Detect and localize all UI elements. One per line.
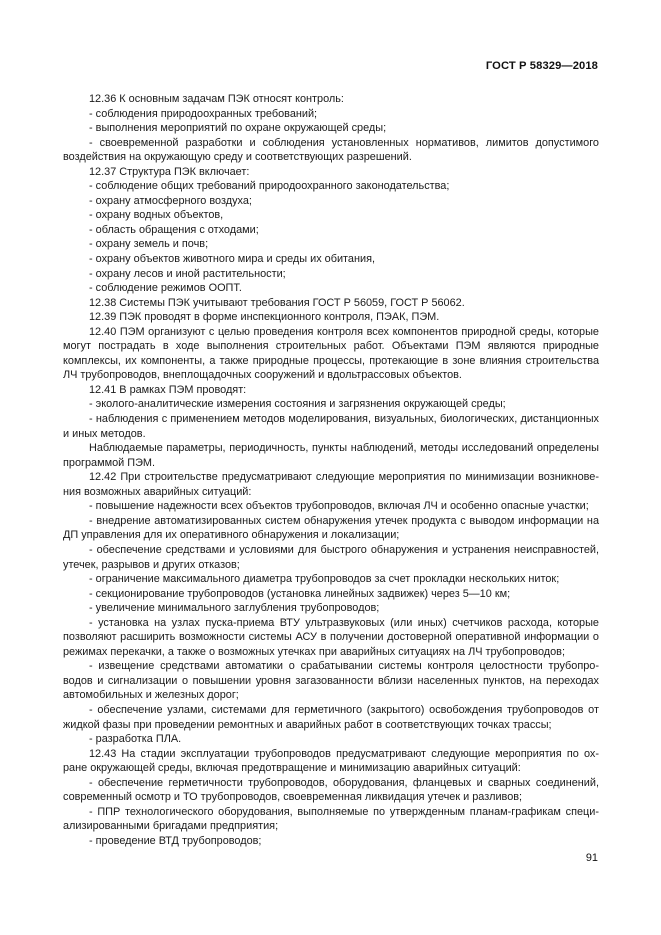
paragraph: - область обращения с отходами; — [89, 223, 259, 236]
paragraph: - обеспечение герметичности трубопроводов, оборудования, фланцевых и сварных соединений, современный осмотр и ТО трубопроводов, своевременная ликвидация утечек и разливов; — [63, 776, 599, 804]
paragraph: - ограничение максимального диаметра трубопроводов за счет прокладки нескольких ниток; — [89, 573, 560, 586]
paragraph: - обеспечение узлами, системами для герметичного (закрытого) освобождения трубопроводов от жидкой фазы при проведении ремонтных и аварийных работ в соответствующих точках трассы; — [63, 703, 599, 731]
paragraph: - увеличение минимального заглубления трубопроводов; — [89, 602, 380, 615]
paragraph: - соблюдения природоохранных требований; — [89, 107, 318, 120]
paragraph: - соблюдение режимов ООПТ. — [89, 282, 242, 295]
paragraph: - внедрение автоматизированных систем обнаружения утечек продукта с выводом информации на ДП управления для их оперативного обнаружения и локализации; — [63, 514, 599, 542]
paragraph: - эколого-аналитические измерения состояния и загрязнения окружающей среды; — [89, 398, 506, 411]
paragraph: 12.37 Структура ПЭК включает: — [89, 165, 250, 178]
paragraph: 12.38 Системы ПЭК учитывают требования ГОСТ Р 56059, ГОСТ Р 56062. — [89, 296, 465, 309]
paragraph: - охрану земель и почв; — [89, 238, 209, 251]
paragraph: 12.39 ПЭК проводят в форме инспекционного контроля, ПЭАК, ПЭМ. — [89, 311, 440, 324]
paragraph: - проведение ВТД трубопроводов; — [89, 834, 262, 847]
paragraph: - повышение надежности всех объектов трубопроводов, включая ЛЧ и особенно опасные участки; — [89, 500, 589, 513]
paragraph: 12.36 К основным задачам ПЭК относят контроль: — [89, 93, 344, 105]
paragraph: 12.43 На стадии эксплуатации трубопроводов предусматривают следующие мероприятия по охране окружающей среды, включая предотвращение и минимизацию аварийных ситуаций: — [63, 747, 599, 775]
document-body — [63, 92, 599, 848]
paragraph: Наблюдаемые параметры, периодичность, пункты наблюдений, методы исследований определены программой ПЭМ. — [63, 442, 599, 469]
page-number: 91 — [585, 852, 598, 864]
paragraph: - наблюдения с применением методов моделирования, визуальных, биологических, дистанционных и иных методов. — [63, 413, 599, 440]
paragraph: - соблюдение общих требований природоохранного законодательства; — [89, 180, 450, 193]
paragraph: - своевременной разработки и соблюдения установленных нормативов, лимитов допустимого воздействия на окружающую среду и соответствующих разрешений. — [63, 136, 599, 164]
paragraph: - секционирование трубопроводов (установка линейных задвижек) через 5—10 км; — [89, 587, 511, 600]
paragraph: - извещение средствами автоматики о срабатывании системы контроля целостности трубопроводов и сигнализации о повышении уровня загазованности вблизи населенных пунктов, на переходах автомобильных и железных дорог; — [63, 660, 599, 702]
paragraph: - охрану лесов и иной растительности; — [89, 267, 286, 280]
paragraph: - охрану водных объектов, — [89, 209, 224, 222]
standard-code-header: ГОСТ Р 58329—2018 — [485, 60, 598, 72]
paragraph: 12.42 При строительстве предусматривают следующие мероприятия по минимизации возникновения возможных аварийных ситуаций: — [63, 471, 599, 498]
paragraph: - охрану объектов животного мира и среды их обитания, — [89, 253, 375, 266]
paragraph: - ППР технологического оборудования, выполняемые по утвержденным планам-графикам специализированными бригадами предприятия; — [63, 805, 599, 833]
paragraph: - установка на узлах пуска-приема ВТУ ультразвуковых (или иных) счетчиков расхода, которые позволяют расширить возможности системы АСУ в получении достоверной оперативной информации о режимах перекачки, а также о возможных утечках при аварийных ситуациях на ЛЧ трубопроводов; — [63, 616, 599, 658]
paragraph: - разработка ПЛА. — [89, 733, 182, 746]
paragraph: - обеспечение средствами и условиями для быстрого обнаружения и устранения неисправностей, утечек, разрывов и других отказов; — [63, 543, 599, 571]
paragraph: - охрану атмосферного воздуха; — [89, 194, 252, 207]
paragraph: 12.40 ПЭМ организуют с целью проведения контроля всех компонентов природной среды, которые могут пострадать в ходе выполнения строительных работ. Объектами ПЭМ являются природные комплексы, их компоненты, а также природные процессы, протекающие в зоне влияния строительства ЛЧ трубопроводов, внеплощадочных сооружений и вдольтрассовых объектов. — [63, 325, 599, 382]
paragraph: 12.41 В рамках ПЭМ проводят: — [89, 383, 247, 396]
paragraph: - выполнения мероприятий по охране окружающей среды; — [89, 122, 387, 135]
